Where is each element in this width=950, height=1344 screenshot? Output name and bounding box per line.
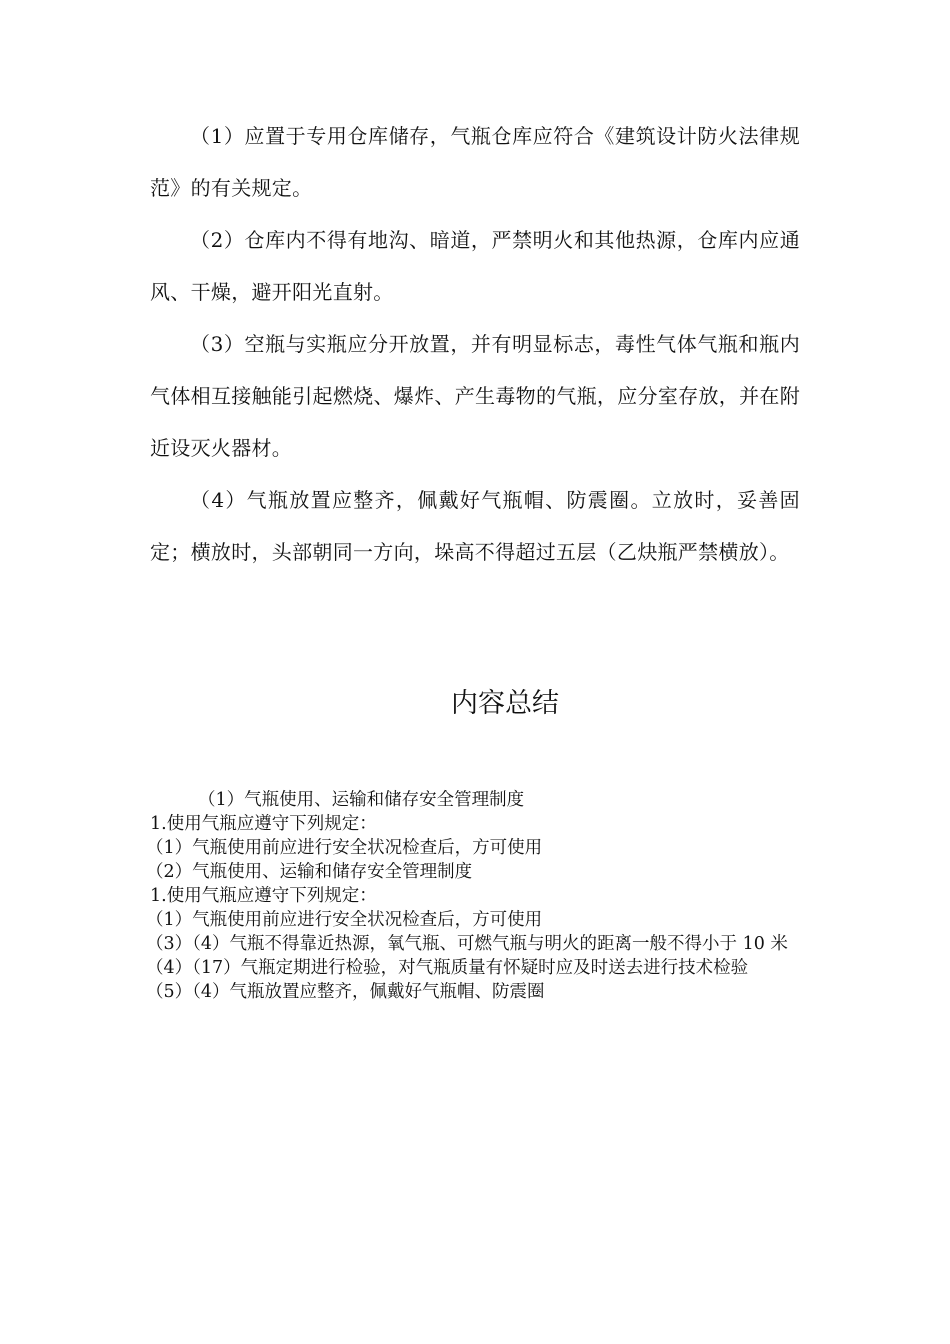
summary-line: （3）（4）气瓶不得靠近热源，氧气瓶、可燃气瓶与明火的距离一般不得小于 10 米 [146, 934, 788, 954]
paragraph: （4）气瓶放置应整齐，佩戴好气瓶帽、防震圈。立放时，妥善固定；横放时，头部朝同一方向，垛高不得超过五层（乙炔瓶严禁横放）。 [150, 488, 800, 564]
summary-title: 内容总结 [451, 688, 559, 719]
summary-line: （1）气瓶使用、运输和储存安全管理制度 [198, 790, 525, 810]
body-text [150, 110, 800, 578]
summary-line: 1.使用气瓶应遵守下列规定： [150, 814, 377, 834]
summary-line: 1.使用气瓶应遵守下列规定： [150, 886, 377, 906]
summary-line: （4）（17）气瓶定期进行检验，对气瓶质量有怀疑时应及时送去进行技术检验 [146, 958, 749, 978]
summary-line: （5）（4）气瓶放置应整齐，佩戴好气瓶帽、防震圈 [146, 982, 545, 1002]
paragraph: （2）仓库内不得有地沟、暗道，严禁明火和其他热源，仓库内应通风、干燥，避开阳光直射。 [150, 228, 800, 304]
paragraph: （3）空瓶与实瓶应分开放置，并有明显标志，毒性气体气瓶和瓶内气体相互接触能引起燃烧、爆炸、产生毒物的气瓶，应分室存放，并在附近设灭火器材。 [150, 332, 800, 460]
summary-list [146, 788, 800, 1004]
summary-line: （2）气瓶使用、运输和储存安全管理制度 [146, 862, 473, 882]
summary-line: （1）气瓶使用前应进行安全状况检查后，方可使用 [146, 910, 543, 930]
summary-line: （1）气瓶使用前应进行安全状况检查后，方可使用 [146, 838, 543, 858]
paragraph: （1）应置于专用仓库储存，气瓶仓库应符合《建筑设计防火法律规范》的有关规定。 [150, 124, 800, 200]
